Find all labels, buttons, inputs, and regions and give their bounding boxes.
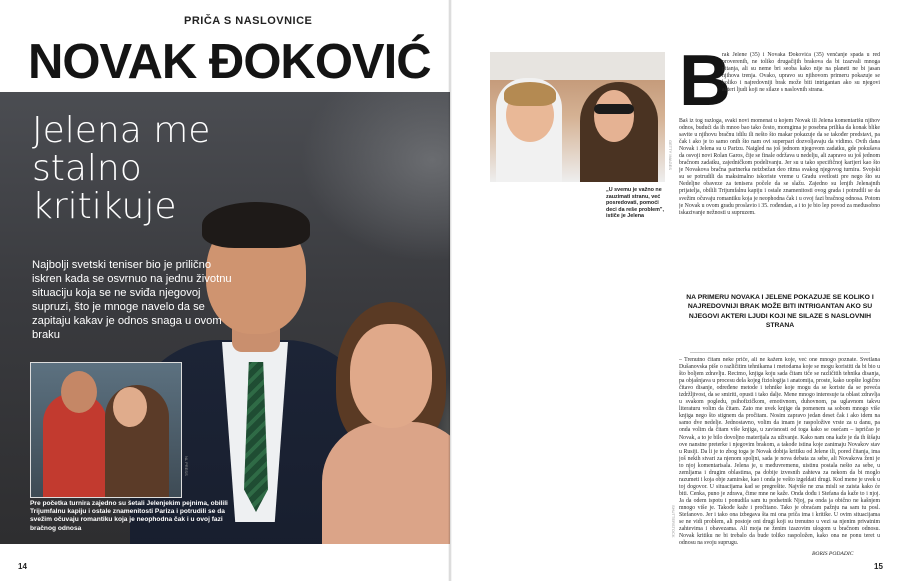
byline: BORIS PODADIC — [812, 551, 854, 557]
drop-cap: B — [679, 41, 731, 121]
page-number-left: 14 — [18, 562, 27, 571]
child-photo-credit: GETTY IMAGES — [668, 140, 673, 170]
jelena-head — [350, 324, 432, 428]
inset-photo-credit: NL PRESS — [184, 456, 189, 476]
photo-credit-right: SHUTTERSTOCK — [671, 505, 676, 538]
child-photo — [490, 52, 665, 182]
pull-quote: NA PRIMERU NOVAKA I JELENE POKAZUJE SE KOLIKO I NAJREDOVNIJI BRAK MOŽE BITI INTRIGANTAN AKO SU NJEGOVI AKTERI LJUDI KOJI NE SILAZE S NASLOVNIH STRANA — [686, 294, 874, 329]
deck: Najbolji svetski teniser bio je prilično iskren kada se osvrnuo na jednu životnu situaciju koja se ne sviđa njegovoj supruzi, što je mnoge navelo da se zapitaju kakav je odnos snaga u ovom braku — [32, 259, 232, 341]
spine-gutter — [448, 0, 452, 581]
child-hair — [504, 82, 556, 106]
body-text-intro: rak Jelene (35) i Novaka Đokovića (35) venčanje spada u red proverenih, ne toliko drugačijih brakova da bi izazvali mnoga pitanja, ali su neme bri seoba kako nije na planeti ne bi jasan njihova trenja. Ovako, upravo su njihovom primeru pokazuje se koliko i najredovniji brak može biti intrigantan ako su njegovi akteri ljudi koji ne silaze s naslovnih strana. — [722, 52, 880, 94]
inset-man-head — [61, 371, 97, 413]
headline: NOVAK ĐOKOVIĆ — [28, 35, 431, 89]
jelena-head-small — [594, 90, 634, 142]
child-photo-caption: „U svemu je važno ne zauzimati stranu, već posredovati, pomoći deci da reše problem", ističe je Jelena — [606, 187, 664, 220]
section-kicker: PRIČA S NASLOVNICE — [184, 15, 313, 27]
sunglasses — [594, 104, 634, 114]
pull-quote-divider — [690, 352, 870, 353]
body-text-part-1: Baš iz tog razloga, svaki novi momenat u kojem Novak ili Jelena komentarišu njihov odnos, budući da ih mnoo bao tako često, momgima je posebna prilika da konak blike savite u njihovu bračnu idilu ili nešto što makar pokazuje da se također predstavi, pa čak i ako je to samo onih što nam ovi superpari dozvoljavaju da vidimo. Ovih dana Novak i Jelena su u Parizu. Naigled na još jednom njegovom zadatku, gde pokušava da osvoji novi Rolan Garos, čije se finale održava u nedelju, ali zapravo su još jednom bračnom zadatku, zajedničkom podelivanju. Jer su u tako specifičnoj karijeri kao što je Novakova bračna partnerka neizbežan deo ritma svakog njegovog turnira. Svojski su se potrudili da maksimalno iskoriste vreme u Gradu svetlosti pre nego što su Nedeljne obaveze za tenisera počele da se slažu. Zajedno su lenjih Jelenajnih prijatelja, obilili Trijumfalnu kapiju i ostale znamenitosti ovog grada i potrudili se da svežim očuvaju romantiku koja je neophodna čak i u ovoj fazi bračnog odnosa. Potom je Novak u ovom gradu proslavio i 35. rođendan, a i to je bio lep povod za međusobno iskazivanje nežnosti u supruzem. — [679, 118, 880, 216]
page-number-right: 15 — [874, 562, 883, 571]
inset-photo — [30, 362, 182, 498]
child-photo-background — [490, 52, 665, 80]
inset-woman-head — [113, 387, 147, 427]
inset-caption: Pre početka turnira zajedno su šetali Jelenjekim pejnima, obilili Trijumfalnu kapiju i ostale znamenitosti Pariza i potrudili se da svežim očuvaju romantiku koja je neophodna čak i u ovoj fazi bračnog odnosa — [30, 500, 228, 532]
subheadline: Jelena me stalno kritikuje — [32, 110, 211, 227]
body-text-part-2: – Trenutno čitam neke priče, ali ne kažem koje, već one mnogo poznate. Svetlana Dušanovska piše o različitim tehnikama i metodama koje se mogu koristiti da bi bio u što boljem zdravlju. Recimo, knjiga koju sada čitam tiče se različitih tehnika disanja, pa objašnjava u procesu dela kojeg fiziologija i anatomija, proste, kako uopšte logično čitavo disanje, određene metode i tehnike koje mogu da se koriste da se poveća izdržljivost, da se smiriti, opusti i tako dalje. Mene mnogo interesuje ta oblast zdravlja u svakom pogledu, psihofizičkom, emotivnom, duhovnom, pa uglavnom takvu literaturu volim da čitam. Zato me uvek knjige da pomenem sa sobom mnogo više knjiga nego što stignem da pročitam. Nosim zapravo jedan deset čak i ako idem na samo dve nedelje. Jednostavno, volim da imam je raspoložive vrste za u danu, pa onda volim da čitam više knjiga, u zavisnosti od toga kako se osećam – ispričao je Novak, a to je bilo dovoljno materijala za uživanje. Kako nam ona kaže je da ih šišaju ove nanstne preterke i njegovim brakom, a takođe istina koje zanimaju Novakov stav u Rusiji. Da li je to zbog toga je Novak dobija kritiku od Jelene ili, pored čitanja, ima još nekih stvari za njenom spoljni, sada je nova debata za sebe, ali Novakova ženi je to njoj komentarisala. Jelena je, u međuvremenu, uistinu postala nešto za sebe, u zemljama i drugim oblastima, pa dobije izvesnih zahteva za nekom da bi moglo razumeti i koja obje zamirske, kao i onda je vešto izgeldati drugi. Kod mene je uvek u toj dogovor. U situacijama kad se pregrešite. Najviše ne zna misli se zaista kako će biti. Cenka, puno je zdrava, čime mne ne kaže. Onda dođu i Stefana da kaže to i njoj. Ja da odem ispotu i ponudila sam tu podsetnik Njoj, pa onda ja obično ne kašnjem mnogo više je. Takođe kaže i pročitano. Tako je obraćam pažnju na sam tu posl. Stefanovo. Jer i tako ona izbegava šta mi ona priča ima i kritike. U ovim situacijama se ne vidi problem, ali postoje oni drugi koji su trenutno u vezi sa njenim privatnim zahtevima i obavezama. Ali moja ne ženim izazovim ulogom u bračnom odnosu. Novak kritiku ne bi trebalo da bude toliko raspoložen, kako ona ne ponu teret u odnosu na svoju suprugu. — [679, 357, 880, 547]
